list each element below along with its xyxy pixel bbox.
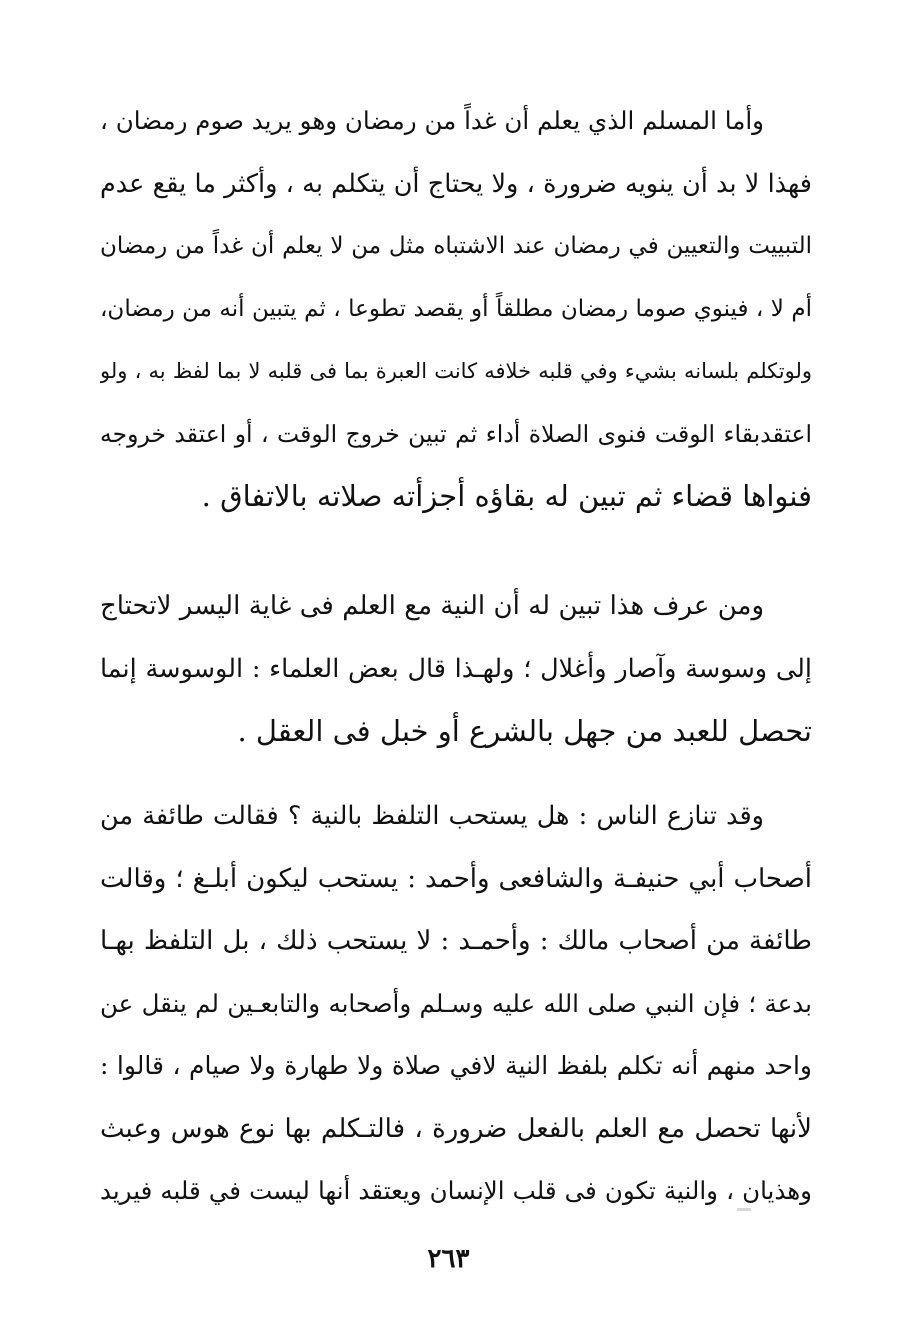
- text-line: وهذيان ، والنية تكون فى قلب الإنسان ويعتقد أنها ليست في قلبه فيريد: [100, 1176, 812, 1205]
- text-line: فهذا لا بد أن ينويه ضرورة ، ولا يحتاج أن يتكلم به ، وأكثر ما يقع عدم: [100, 168, 812, 199]
- text-line: إلى وسوسة وآصار وأغلال ؛ ولهـذا قال بعض العلماء : الوسوسة إنما: [100, 653, 812, 684]
- text-line: فنواها قضاء ثم تبين له بقاؤه أجزأته صلاته بالاتفاق .: [201, 479, 812, 513]
- page-number: ٢٦٣: [427, 1244, 470, 1274]
- scan-speck: [737, 1208, 751, 1211]
- paragraph-1: [100, 90, 812, 528]
- text-line: وأما المسلم الذي يعلم أن غداً من رمضان وهو يريد صوم رمضان ،: [100, 106, 764, 135]
- text-line: أصحاب أبي حنيفـة والشافعى وأحمد : يستحب ليكون أبلـغ ؛ وقالت: [100, 863, 812, 894]
- text-line: وقد تنازع الناس : هل يستحب التلفظ بالنية ؟ فقالت طائفة من: [100, 801, 764, 831]
- text-line: ومن عرف هذا تبين له أن النية مع العلم فى غاية اليسر لاتحتاج: [100, 591, 764, 621]
- text-line: طائفة من أصحاب مالك : وأحمـد : لا يستحب ذلك ، بل التلفظ بهـا: [100, 926, 812, 956]
- text-line: أم لا ، فينوي صوما رمضان مطلقاً أو يقصد تطوعا ، ثم يتبين أنه من رمضان،: [100, 295, 812, 322]
- text-line: لأنها تحصل مع العلم بالفعل ضرورة ، فالتـكلم بها نوع هوس وعبث: [100, 1113, 812, 1144]
- text-line: تحصل للعبد من جهل بالشرع أو خبل فى العقل .: [237, 714, 812, 748]
- text-line: اعتقدبقاء الوقت فنوى الصلاة أداء ثم تبين خروج الوقت ، أو اعتقد خروجه: [100, 419, 812, 448]
- text-line: التبييت والتعيين في رمضان عند الاشتباه مثل من لا يعلم أن غداً من رمضان: [100, 233, 812, 259]
- text-line: بدعة ؛ فإن النبي صلى الله عليه وسـلم وأصحابه والتابعـين لم ينقل عن: [100, 988, 812, 1018]
- text-line: ولوتكلم بلسانه بشيء وفي قلبه خلافه كانت العبرة بما فى قلبه لا بما لفظ به ، ولو: [100, 359, 812, 383]
- paragraph-3: [100, 785, 812, 1223]
- paragraph-2: [100, 575, 812, 763]
- text-line: واحد منهم أنه تكلم بلفظ النية لافي صلاة ولا طهارة ولا صيام ، قالوا :: [100, 1051, 812, 1080]
